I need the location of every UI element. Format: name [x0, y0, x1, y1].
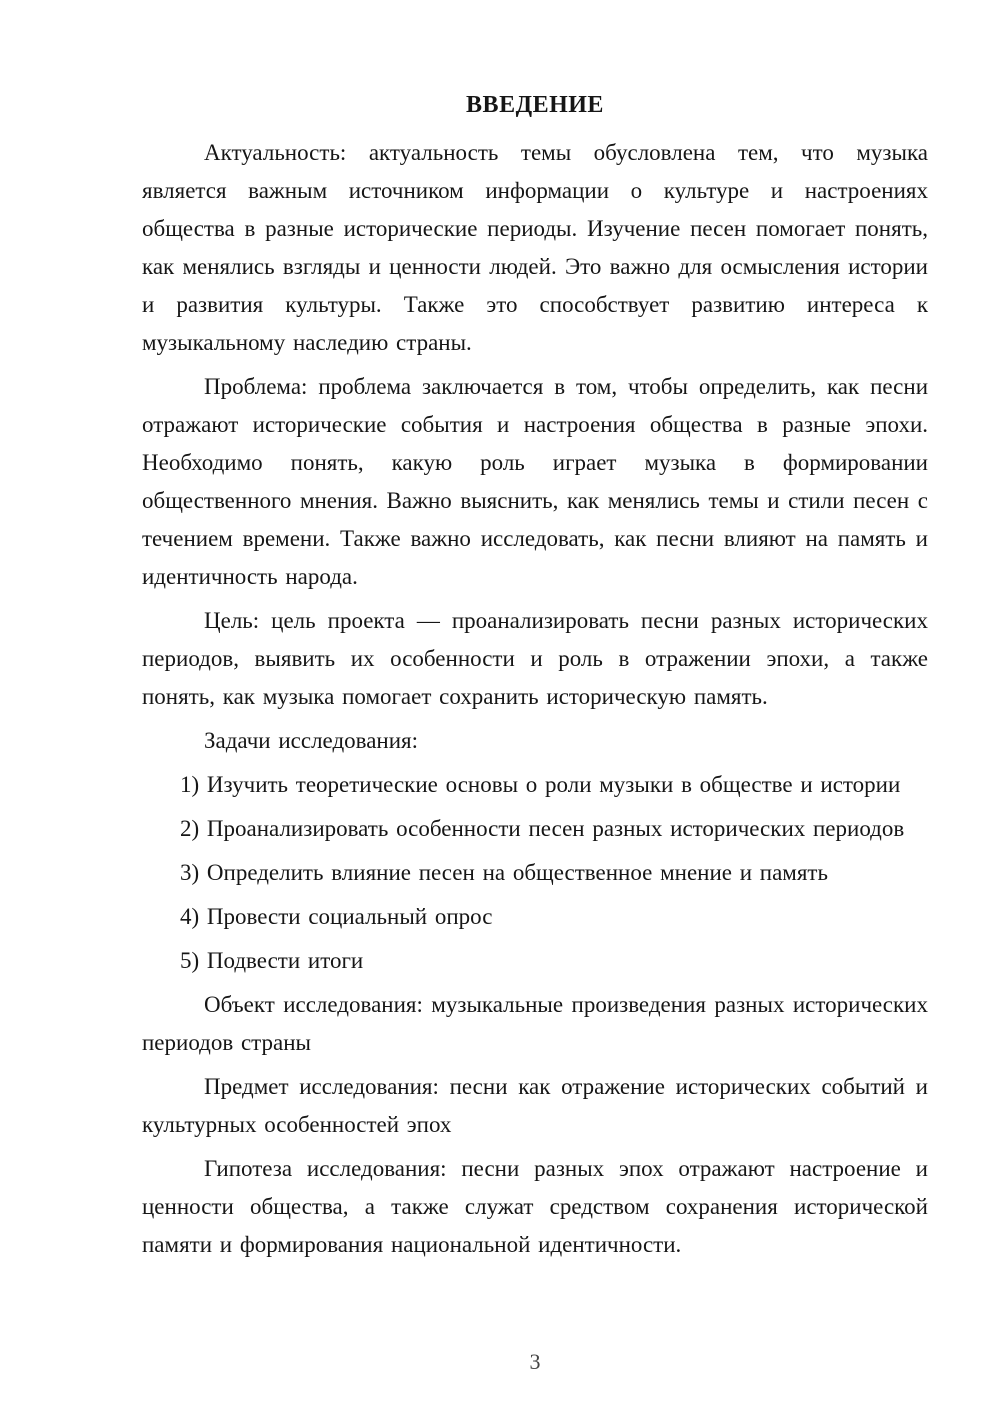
- paragraph-actuality: Актуальность: актуальность темы обусловлена тем, что музыка является важным источником информации о культуре и настроениях общества в разные исторические периоды. Изучение песен помогает понять, как менялись взгляды и ценности людей. Это важно для осмысления истории и развития культуры. Также это способствует развитию интереса к музыкальному наследию страны.: [142, 140, 928, 355]
- task-item-2: 2) Проанализировать особенности песен разных исторических периодов: [180, 816, 905, 841]
- paragraph-hypothesis: Гипотеза исследования: песни разных эпох отражают настроение и ценности общества, а также служат средством сохранения исторической памяти и формирования национальной идентичности.: [142, 1156, 928, 1257]
- paragraph-subject: Предмет исследования: песни как отражение исторических событий и культурных особенностей эпох: [142, 1074, 928, 1137]
- task-item-4: 4) Провести социальный опрос: [180, 904, 493, 929]
- paragraph-goal: Цель: цель проекта — проанализировать песни разных исторических периодов, выявить их особенности и роль в отражении эпохи, а также понять, как музыка помогает сохранить историческую память.: [142, 608, 928, 709]
- page-title: ВВЕДЕНИЕ: [466, 92, 604, 118]
- task-item-5: 5) Подвести итоги: [180, 948, 364, 973]
- paragraph-object: Объект исследования: музыкальные произведения разных исторических периодов страны: [142, 992, 928, 1055]
- page-number: 3: [529, 1349, 541, 1374]
- task-item-1: 1) Изучить теоретические основы о роли музыки в обществе и истории: [180, 772, 901, 797]
- task-item-3: 3) Определить влияние песен на общественное мнение и память: [180, 860, 828, 885]
- tasks-header: Задачи исследования:: [204, 728, 419, 753]
- paragraph-problem: Проблема: проблема заключается в том, чтобы определить, как песни отражают исторические события и настроения общества в разные эпохи. Необходимо понять, какую роль играет музыка в формировании общественного мнения. Важно выяснить, как менялись темы и стили песен с течением времени. Также важно исследовать, как песни влияют на память и идентичность народа.: [142, 374, 928, 589]
